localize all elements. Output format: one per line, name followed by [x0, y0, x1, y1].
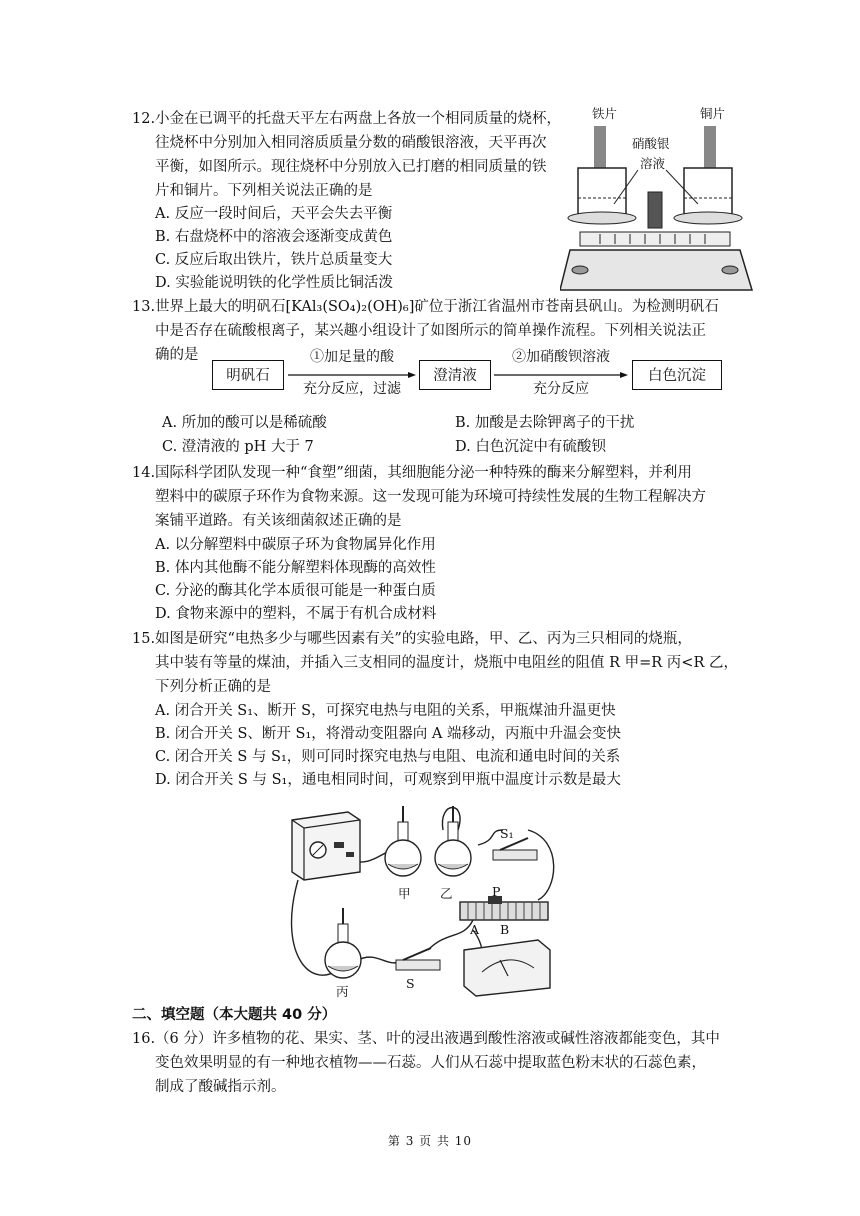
left-beaker [578, 168, 626, 216]
switch-s1 [493, 838, 537, 860]
label-jia: 甲 [398, 886, 411, 901]
q14-option-d: D. 食物来源中的塑料，不属于有机合成材料 [155, 606, 437, 622]
q16-number: 16. [132, 1031, 156, 1047]
copper-strip [704, 126, 716, 168]
q13-stem-line-2: 中是否存在硫酸根离子，某兴趣小组设计了如图所示的简单操作流程。下列相关说法正 [155, 323, 706, 339]
q14-option-c: C. 分泌的酶其化学本质很可能是一种蛋白质 [155, 583, 436, 599]
q13-stem-line-3: 确的是 [155, 347, 199, 363]
q13-stem-line-1: 世界上最大的明矾石[KAl₃(SO₄)₂(OH)₆]矿位于浙江省温州市苍南县矾山。为检测明矾石 [155, 299, 719, 315]
label-b: B [500, 922, 510, 937]
q14-number: 14. [132, 465, 156, 481]
q15-stem-line-1: 如图是研究“电热多少与哪些因素有关”的实验电路，甲、乙、丙为三只相同的烧瓶， [155, 631, 692, 647]
flow-arrow-2 [494, 374, 628, 376]
label-silver-nitrate-2: 溶液 [640, 156, 666, 171]
q13-option-b: B. 加酸是去除钾离子的干扰 [455, 415, 635, 431]
flow-box-alunite: 明矾石 [212, 360, 284, 390]
q15-number: 15. [132, 631, 156, 647]
q15-stem-line-2: 其中装有等量的煤油，并插入三支相同的温度计，烧瓶中电阻丝的阻值 R 甲=R 丙<R 乙， [155, 655, 738, 671]
q12-stem-line-1: 小金在已调平的托盘天平左右两盘上各放一个相同质量的烧杯， [155, 111, 561, 127]
ammeter [464, 940, 550, 996]
q13-option-d: D. 白色沉淀中有硫酸钡 [455, 439, 606, 455]
flask-bing [325, 908, 361, 978]
flow-arrow-1 [288, 374, 416, 376]
q14-stem-line-3: 案铺平道路。有关该细菌叙述正确的是 [155, 513, 402, 529]
label-a: A [470, 922, 480, 937]
flask-yi [435, 806, 471, 876]
q15-stem-line-3: 下列分析正确的是 [155, 679, 271, 695]
q16-stem-line-2: 变色效果明显的有一种地衣植物——石蕊。人们从石蕊中提取蓝色粉末状的石蕊色素， [155, 1055, 706, 1071]
label-yi: 乙 [440, 886, 453, 901]
section-title: 二、填空题（本大题共 40 分） [132, 1007, 337, 1023]
q14-option-a: A. 以分解塑料中碳原子环为食物属异化作用 [155, 537, 436, 553]
flask-jia [385, 806, 421, 876]
q12-number: 12. [132, 111, 156, 127]
q12-stem-line-2: 往烧杯中分别加入相同溶质质量分数的硝酸银溶液，天平再次 [155, 135, 547, 151]
switch-s [396, 948, 440, 970]
balance-illustration [560, 100, 780, 300]
q15-option-b: B. 闭合开关 S、断开 S₁，将滑动变阻器向 A 端移动，丙瓶中升温会变快 [155, 726, 621, 742]
q12-option-d: D. 实验能说明铁的化学性质比铜活泼 [155, 275, 393, 291]
right-beaker [684, 168, 732, 216]
circuit-figure [288, 800, 568, 1000]
balance-figure [560, 100, 780, 300]
q16-stem-line-3: 制成了酸碱指示剂。 [155, 1079, 286, 1095]
q14-stem-line-2: 塑料中的碳原子环作为食物来源。这一发现可能为环境可持续性发展的生物工程解决方 [155, 489, 706, 505]
flow-arrow1-bottom: 充分反应，过滤 [303, 381, 401, 397]
q13-option-c: C. 澄清液的 pH 大于 7 [162, 439, 314, 455]
label-copper-strip: 铜片 [700, 106, 726, 121]
q12-stem-line-4: 片和铜片。下列相关说法正确的是 [155, 183, 373, 199]
q12-option-c: C. 反应后取出铁片，铁片总质量变大 [155, 252, 393, 268]
label-s1: S₁ [500, 826, 514, 841]
q14-option-b: B. 体内其他酶不能分解塑料体现酶的高效性 [155, 560, 436, 576]
q13-number: 13. [132, 299, 156, 315]
q12-option-b: B. 右盘烧杯中的溶液会逐渐变成黄色 [155, 229, 393, 245]
q12-stem-line-3: 平衡，如图所示。现往烧杯中分别放入已打磨的相同质量的铁 [155, 159, 547, 175]
q14-stem-line-1: 国际科学团队发现一种“食塑”细菌，其细胞能分泌一种特殊的酶来分解塑料，并利用 [155, 465, 692, 481]
q15-option-a: A. 闭合开关 S₁、断开 S，可探究电热与电阻的关系，甲瓶煤油升温更快 [155, 703, 616, 719]
circuit-illustration [288, 800, 568, 1000]
page-footer: 第 3 页 共 10 [387, 1134, 473, 1148]
flow-box-white-precipitate: 白色沉淀 [632, 360, 722, 390]
label-silver-nitrate-1: 硝酸银 [632, 136, 670, 151]
q12-option-a: A. 反应一段时间后，天平会失去平衡 [155, 206, 393, 222]
iron-strip [594, 126, 606, 168]
q15-option-c: C. 闭合开关 S 与 S₁，则可同时探究电热与电阻、电流和通电时间的关系 [155, 749, 621, 765]
label-bing: 丙 [336, 984, 349, 999]
flow-arrow2-bottom: 充分反应 [533, 381, 589, 397]
flow-box-clear-liquid: 澄清液 [419, 360, 491, 390]
flow-arrow2-top: ②加硝酸钡溶液 [512, 349, 610, 365]
flow-arrow1-top: ①加足量的酸 [310, 349, 394, 365]
label-p: P [492, 884, 501, 899]
q13-option-a: A. 所加的酸可以是稀硫酸 [162, 415, 327, 431]
rheostat [460, 896, 548, 920]
label-s: S [406, 976, 415, 991]
label-iron-strip: 铁片 [592, 106, 618, 121]
q16-stem-line-1: （6 分）许多植物的花、果实、茎、叶的浸出液遇到酸性溶液或碱性溶液都能变色，其中 [155, 1031, 720, 1047]
q15-option-d: D. 闭合开关 S 与 S₁，通电相同时间，可观察到甲瓶中温度计示数是最大 [155, 772, 621, 788]
